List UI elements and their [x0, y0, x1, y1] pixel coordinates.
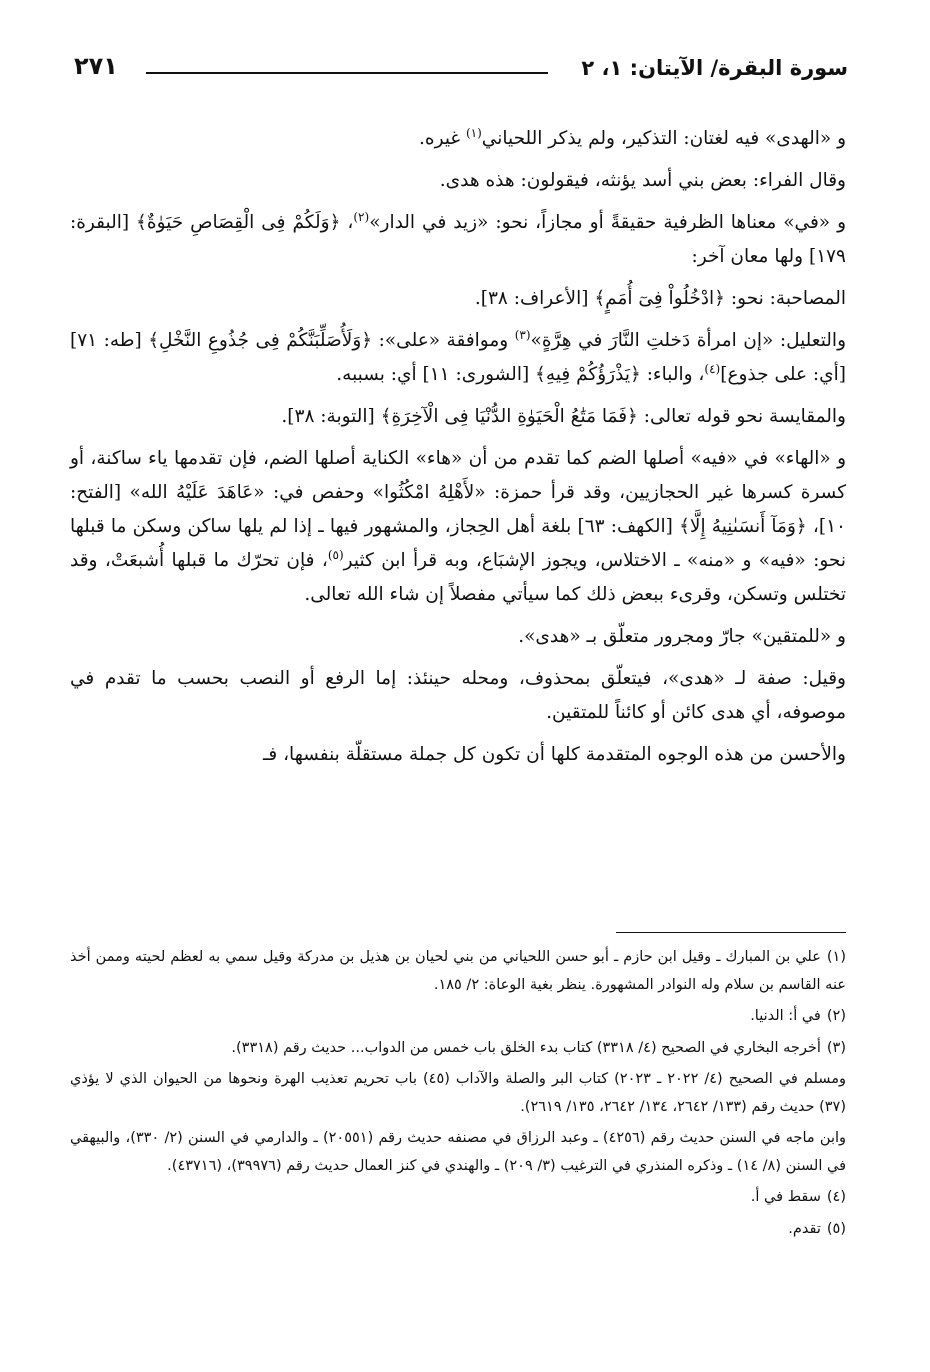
footnote-number: (١) — [826, 949, 846, 965]
paragraph: والمقايسة نحو قوله تعالى: ﴿فَمَا مَتَٰعُ الْحَيَوٰةِ الدُّنْيَا فِى الْآخِرَةِ﴾ [التوبة: ٣٨]. — [281, 406, 846, 427]
footnote-continuation: وابن ماجه في السنن حديث رقم (٤٢٥٦) ـ وعبد الرزاق في مصنفه حديث رقم (٢٠٥٥١) ـ والدارمي في السنن (٢/ ٣٣٠)، والبيهقي في السنن (٨/ ١٤) ـ وذكره المنذري في الترغيب (٣/ ٢٠٩) ـ والهندي في كنز العمال حديث رقم (٣٩٩٧٦)، (٤٣٧١٦). — [70, 1130, 847, 1174]
footnote-number: (٥) — [826, 1220, 846, 1237]
header-rule — [146, 72, 548, 74]
paragraph: والتعليل: «إن امرأة دَخلتِ النَّارَ في هِرَّةٍ»$^{(٣)}$ وموافقة «على»: ﴿وَلَأُصَلِّبَنَّكُمْ فِى جُذُوعِ النَّخْلِ﴾ [طه: ٧١] [أي: على جذوع]$^{(٤)}$، والباء: ﴿يَذْرَؤُكُمْ فِيهِ﴾ [الشورى: ١١] أي: بسببه. — [70, 327, 847, 385]
footnote: (٥)تقدم. — [788, 1220, 846, 1237]
footnote: (٢)في أ: الدنيا. — [750, 1008, 846, 1024]
footnote-number: (٢) — [826, 1008, 846, 1024]
paragraph: و «في» معناها الظرفية حقيقةً أو مجازاً، نحو: «زيد في الدار»$^{(٢)}$، ﴿وَلَكُمْ فِى الْقِصَاصِ حَيَوٰةٌ﴾ [البقرة: ١٧٩] ولها معان آخر: — [70, 209, 846, 267]
paragraph: وقيل: صفة لـ «هدى»، فيتعلّق بمحذوف، ومحله حينئذ: إما الرفع أو النصب بحسب ما تقدم في موصوفه، أي هدى كائن أو كائناً للمتقين. — [70, 668, 846, 723]
paragraph: المصاحبة: نحو: ﴿ادْخُلُواْ فِىٓ أُمَمٍ﴾ [الأعراف: ٣٨]. — [474, 288, 846, 309]
running-title: سورة البقرة/ الآيتان: ١، ٢ — [581, 56, 848, 80]
footnote-ref[interactable]: (٣) — [514, 327, 531, 342]
footnote-number: (٤) — [826, 1189, 846, 1205]
footnotes — [70, 944, 846, 1247]
footnote: (١)علي بن المبارك ـ وقيل ابن حازم ـ أبو حسن اللحياني من بني لحيان بن هذيل بن مدركة وقيل سمي به لعظم لحيته وممن أخذ عنه القاسم بن سلام وله النوادر المشهورة. ينظر بغية الوعاة: ٢/ ١٨٥. — [70, 949, 846, 993]
paragraph: و «الهدى» فيه لغتان: التذكير، ولم يذكر اللحياني$^{(١)}$ غيره. — [419, 125, 846, 149]
paragraph: وقال الفراء: بعض بني أسد يؤنثه، فيقولون: هذه هدى. — [439, 170, 846, 191]
footnote-continuation: ومسلم في الصحيح (٤/ ٢٠٢٢ ـ ٢٠٢٣) كتاب البر والصلة والآداب (٤٥) باب تحريم تعذيب الهرة ونحوها من الحيوان الذي لا يؤذي (٣٧) حديث رقم (١٣٣/ ٢٦٤٢، ١٣٤/ ٢٦٤٢، ١٣٥/ ٢٦١٩). — [70, 1071, 847, 1115]
footnote: (٣)أخرجه البخاري في الصحيح (٤/ ٣٣١٨) كتاب بدء الخلق باب خمس من الدواب... حديث رقم (٣٣١٨). — [231, 1039, 846, 1056]
footnote-number: (٣) — [826, 1039, 846, 1056]
footnote-ref[interactable]: (٥) — [327, 547, 344, 562]
footnote-ref[interactable]: (٢) — [353, 209, 370, 224]
footnote-ref[interactable]: (١) — [465, 125, 482, 140]
footnote-separator — [616, 932, 846, 933]
paragraph: و «للمتقين» جارّ ومجرور متعلّق بـ «هدى». — [518, 626, 846, 647]
running-header — [74, 52, 848, 96]
main-text — [70, 122, 846, 780]
paragraph: و «الهاء» في «فيه» أصلها الضم كما تقدم من أن «هاء» الكناية أصلها الضم، فإن تقدمها ياء ساكنة، أو كسرة كسرها غير الحجازيين، وقد قرأ حمزة: «لأَهْلِهُ امْكُثُوا» وحفص في: «عَاهَدَ عَلَيْهُ الله» [الفتح: ١٠]، ﴿وَمَآ أَنسَىٰنِيهُ إِلَّا﴾ [الكهف: ٦٣] بلغة أهل الحِجاز، والمشهور فيها ـ إذا لم يلها ساكن وسكن ما قبلها نحو: «فيه» و «منه» ـ الاختلاس، ويجوز الإشبَاع، وبه قرأ ابن كثير$^{(٥)}$، فإن تحرّك ما قبلها أُشبعَتْ، وقد تختلس وتسكن، وقرىء ببعض ذلك كما سيأتي مفصلاً إن شاء الله تعالى. — [70, 448, 846, 605]
footnote-ref[interactable]: (٤) — [704, 361, 721, 376]
footnote: (٤)سقط في أ. — [750, 1189, 846, 1205]
page-number: ٢٧١ — [74, 52, 118, 80]
paragraph: والأحسن من هذه الوجوه المتقدمة كلها أن تكون كل جملة مستقلّة بنفسها، فـ — [262, 744, 846, 765]
